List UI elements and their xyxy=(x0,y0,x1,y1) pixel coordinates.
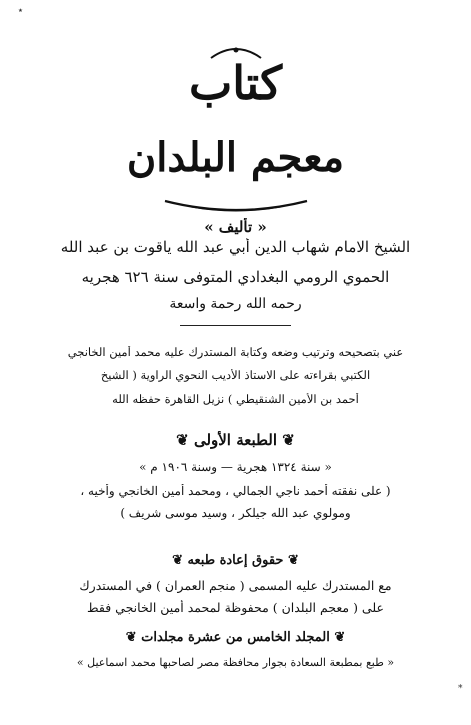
corner-mark-top: ٭ xyxy=(18,6,23,16)
edition-sponsors-line-1: ( على نفقته أحمد ناجي الجمالي ، ومحمد أمين الخانجي وأخيه ، xyxy=(80,484,391,498)
editor-line-1: عني بتصحيحه وترتيب وضعه وكتابة المستدرك عليه محمد أمين الخانجي xyxy=(67,346,404,359)
corner-mark-bottom: * xyxy=(458,684,463,694)
book-title: معجم البلدان xyxy=(126,134,345,181)
author-line-1: الشيخ الامام شهاب الدين أبي عبد الله ياقوت بن عبد الله xyxy=(60,238,411,256)
book-label: كتاب xyxy=(188,56,283,110)
rights-label xyxy=(20,553,451,569)
divider xyxy=(180,325,291,326)
author-line-2: الحموي الرومي البغدادي المتوفى سنة ٦٢٦ هجريه xyxy=(81,268,390,286)
flourish-left-icon: ❦ xyxy=(329,630,346,645)
edition-sponsors-line-2: ومولوي عبد الله جيلكر ، وسيد موسى شريف ) xyxy=(120,506,351,520)
rights-line-2: على ( معجم البلدان ) محفوظة لمحمد أمين الخانجي فقط xyxy=(87,600,384,615)
flourish-right-icon: ❦ xyxy=(125,630,142,645)
flourish-right-icon: ❦ xyxy=(176,431,194,449)
flourish-right-icon: ❦ xyxy=(172,553,188,568)
editor-line-3: أحمد بن الأمين الشنقيطي ) نزيل القاهرة حفظه الله xyxy=(112,393,359,406)
editor-line-2: الكتبي بقراءته على الاستاذ الأديب النحوي الراوية ( الشيخ xyxy=(100,369,371,382)
flourish-left-icon: ❦ xyxy=(283,553,299,568)
rights-label-text: حقوق إعادة طبعه xyxy=(187,553,284,568)
edition-date: « سنة ١٣٢٤ هجرية — وسنة ١٩٠٦ م » xyxy=(139,460,332,474)
volume-text: المجلد الخامس من عشرة مجلدات xyxy=(141,630,330,645)
edition-label xyxy=(20,431,451,449)
flourish-left-icon: ❦ xyxy=(277,431,295,449)
author-line-3: رحمه الله رحمة واسعة xyxy=(169,296,302,312)
volume-label xyxy=(20,630,451,646)
edition-label-text: الطبعة الأولى xyxy=(193,431,278,449)
rights-line-1: مع المستدرك عليه المسمى ( منجم العمران ) في المستدرك xyxy=(79,578,392,593)
title-swash-icon xyxy=(161,197,311,215)
press-line: « طبع بمطبعة السعادة بجوار محافظة مصر لصاحبها محمد اسماعيل » xyxy=(76,656,395,669)
authorship-label: « تأليف » xyxy=(204,218,267,236)
